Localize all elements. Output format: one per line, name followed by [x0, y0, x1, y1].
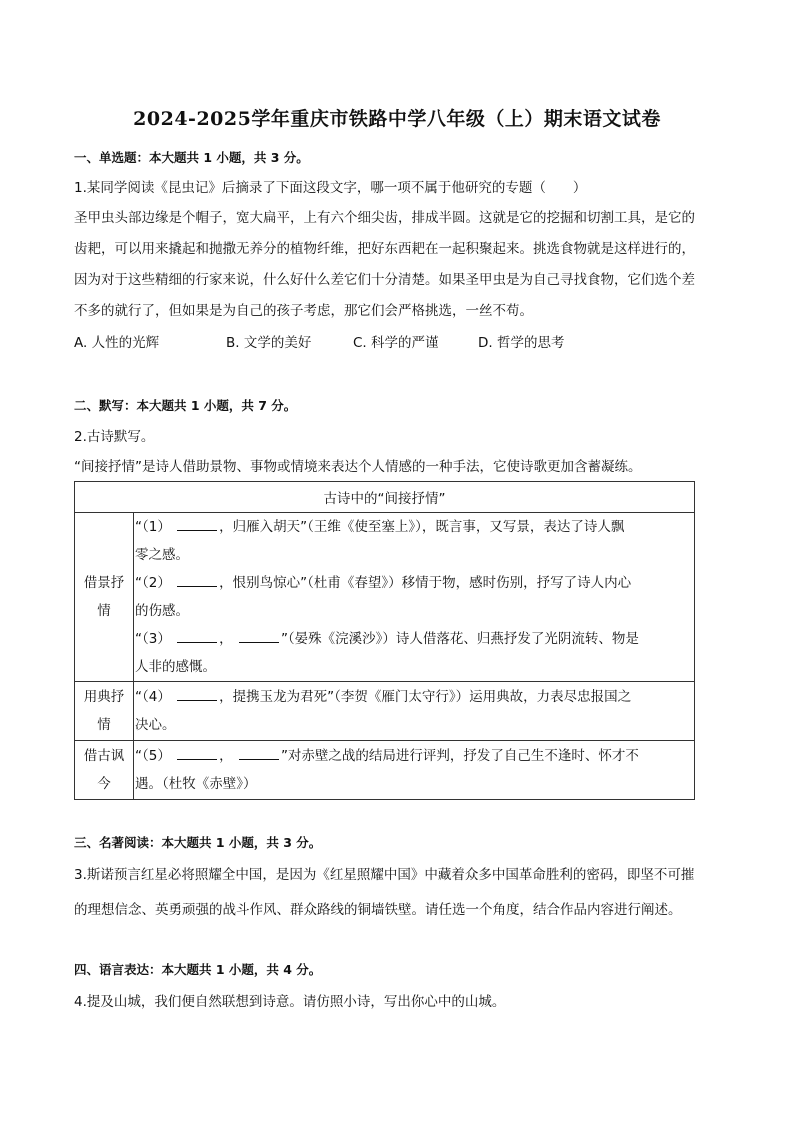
answer-blank-3b[interactable]	[239, 628, 279, 643]
answer-blank-3a[interactable]	[177, 628, 217, 643]
answer-blank-2[interactable]	[177, 572, 217, 587]
category-cell: 借古讽 今	[75, 741, 134, 800]
poem-table	[74, 481, 695, 800]
section-3-heading: 三、名著阅读：本大题共 1 小题，共 3 分。	[74, 835, 322, 850]
section-1-heading: 一、单选题：本大题共 1 小题，共 3 分。	[74, 150, 309, 165]
answer-blank-5b[interactable]	[239, 745, 279, 760]
q1-passage-line: 齿耙，可以用来撬起和抛撒无养分的植物纤维，把好东西耙在一起积聚起来。挑选食物就是这样进行的，	[74, 241, 695, 257]
section-4-heading: 四、语言表达：本大题共 1 小题，共 4 分。	[74, 962, 322, 977]
answer-blank-5a[interactable]	[177, 745, 217, 760]
option-b[interactable]: B. 文学的美好	[226, 335, 312, 351]
category-cell: 借景抒 情	[75, 513, 134, 682]
q1-options	[74, 331, 564, 351]
q2-stem: 2.古诗默写。	[74, 429, 155, 445]
option-d[interactable]: D. 哲学的思考	[478, 335, 565, 351]
q1-passage-line: 不多的就行了，但如果是为自己的孩子考虑，那它们会严格挑选，一丝不苟。	[74, 303, 533, 319]
answer-blank-4[interactable]	[177, 686, 217, 701]
option-a[interactable]: A. 人性的光辉	[74, 335, 160, 351]
q1-passage-line: 因为对于这些精细的行家来说，什么好什么差它们十分清楚。如果圣甲虫是为自己寻找食物，它们选个差	[74, 272, 695, 288]
q2-intro: “间接抒情”是诗人借助景物、事物或情境来表达个人情感的一种手法，它使诗歌更加含蓄凝练。	[74, 459, 642, 475]
q4-stem: 4.提及山城，我们便自然联想到诗意。请仿照小诗，写出你心中的山城。	[74, 994, 506, 1010]
category-cell: 用典抒 情	[75, 682, 134, 741]
page-title: 2024-2025学年重庆市铁路中学八年级（上）期末语文试卷	[133, 108, 661, 130]
content-cell: “（5） ， ”对赤壁之战的结局进行评判，抒发了自己生不逢时、怀才不 遇。（杜牧《赤壁》）	[134, 741, 695, 800]
table-row	[75, 513, 695, 682]
option-c[interactable]: C. 科学的严谨	[353, 335, 439, 351]
table-title: 古诗中的“间接抒情”	[75, 482, 695, 513]
section-2-heading: 二、默写：本大题共 1 小题，共 7 分。	[74, 398, 297, 413]
q3-text-line: 3.斯诺预言红星必将照耀全中国，是因为《红星照耀中国》中藏着众多中国革命胜利的密码，即坚不可摧	[74, 867, 695, 883]
answer-blank-1[interactable]	[177, 516, 217, 531]
table-row	[75, 682, 695, 741]
table-row	[75, 741, 695, 800]
q3-text-line: 的理想信念、英勇顽强的战斗作风、群众路线的铜墙铁壁。请任选一个角度，结合作品内容进行阐述。	[74, 902, 682, 918]
q1-stem: 1.某同学阅读《昆虫记》后摘录了下面这段文字，哪一项不属于他研究的专题（ ）	[74, 180, 587, 196]
q1-passage-line: 圣甲虫头部边缘是个帽子，宽大扁平，上有六个细尖齿，排成半圆。这就是它的挖掘和切割工具，是它的	[74, 210, 695, 226]
content-cell: “（1） ，归雁入胡天”（王维《使至塞上》），既言事，又写景，表达了诗人飘 零之感。 “（2） ，恨别鸟惊心”（杜甫《春望》）移情于物，感时伤别，抒写了诗人内心 的伤感。 “（3） ， ”（晏殊《浣溪沙》）诗人借落花、归燕抒发了光阴流转、物是 人非的感慨。	[134, 513, 695, 682]
content-cell: “（4） ，提携玉龙为君死”（李贺《雁门太守行》）运用典故，力表尽忠报国之 决心。	[134, 682, 695, 741]
